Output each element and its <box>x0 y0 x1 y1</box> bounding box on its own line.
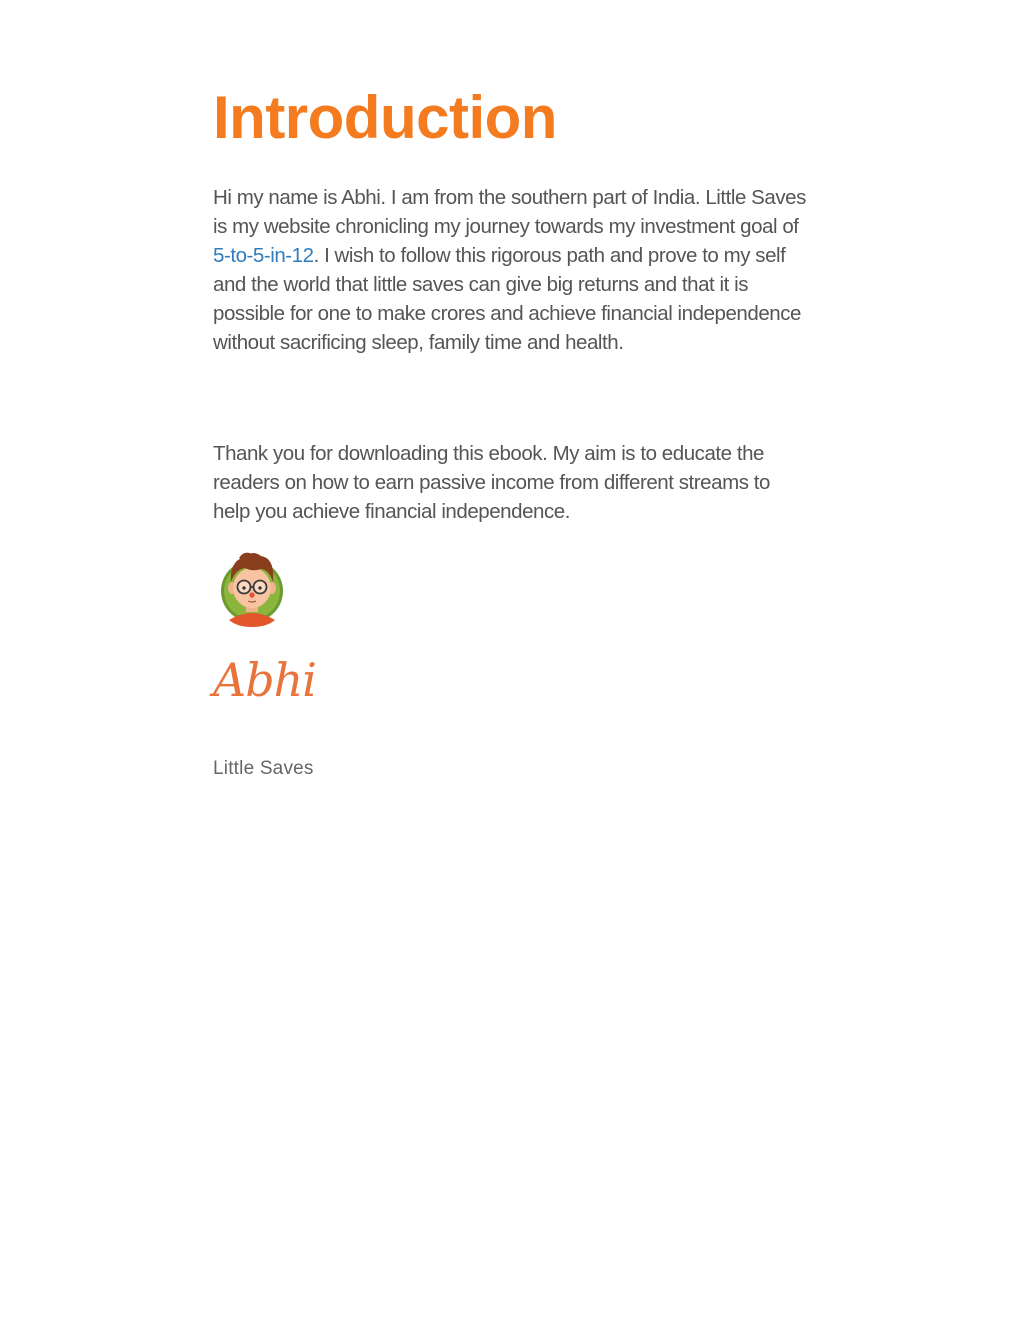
site-name: Little Saves <box>213 758 314 779</box>
signature: Abhi <box>213 653 317 707</box>
intro-paragraph <box>213 183 811 357</box>
goal-link[interactable]: 5-to-5-in-12 <box>213 244 314 267</box>
cartoon-man-avatar-icon <box>217 548 287 628</box>
thank-you-paragraph: Thank you for downloading this ebook. My aim is to educate the readers on how to earn passive income from different streams to help you achieve financial independence. <box>213 442 770 523</box>
intro-text-after-link: . I wish to follow this rigorous path and prove to my self and the world that little saves can give big returns and that it is possible for one to make crores and achieve financial independence without sacrificing sleep, family time and health. <box>213 244 801 354</box>
intro-text-before-link: Hi my name is Abhi. I am from the southern part of India. Little Saves is my website chronicling my journey towards my investment goal of <box>213 186 806 238</box>
page-title: Introduction <box>213 84 557 151</box>
